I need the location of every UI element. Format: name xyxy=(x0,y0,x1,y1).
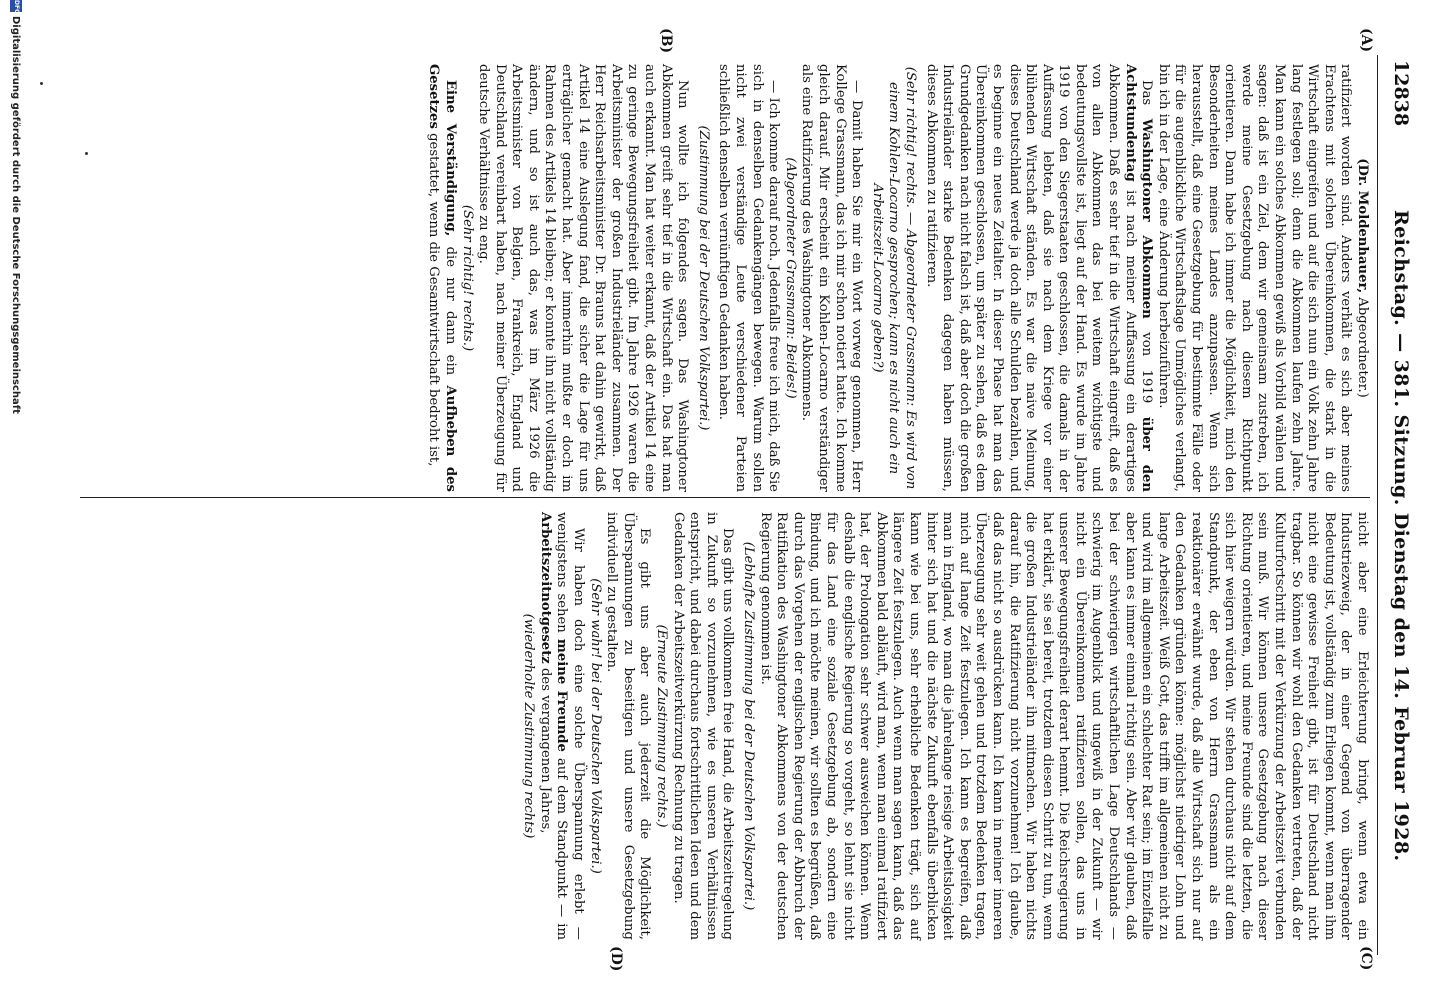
interjection: (wiederholte Zustimmung rechts) xyxy=(521,613,537,839)
bold-term: Eine Verständigung, xyxy=(442,80,458,237)
paragraph xyxy=(536,512,586,940)
interjection: (Sehr richtig! rechts. — Abgeordneter Grassmann: Es wird von einem Kohlen-Locarno gesprochen; kann es nicht auch ein Arbeitszeit-Locarno geben?) xyxy=(869,66,918,490)
interjection: (Erneute Zustimmung rechts.) xyxy=(654,624,670,828)
interjection: (Sehr wahr! bei der Deutschen Volkspartei.) xyxy=(587,578,603,874)
paragraph: Das gibt uns vollkommen freie Hand, die Arbeitszeitregelung in Zukunft so vorzunehmen, wie es unseren Verhältnissen entspricht, und dabei durchaus fortschrittlichen Ideen und dem Gedanken der Arbeitszeitverkürzung Rechnung zu tragen. xyxy=(670,512,736,940)
scan-speck xyxy=(85,152,88,155)
text-run: auf dem Standpunkt — im xyxy=(554,758,570,940)
dfg-logo-icon: DFG xyxy=(10,0,22,12)
text-run: ist nach meiner Auffassung ein derartiges Abkommen. Daß es sehr tief in die Wirtschaft eingreift, daß es von allen Abkommen das bei weitem wichtigste und bedeutungsvollste ist, liegt auf der Hand. Es wurde im Jahre 1919 von den Siegerstaaten geschlossen, die damals in der Auffassung lebten, daß sie nach dem Kriege vor einer blühenden Wirtschaft ständen. Es war die naive Meinung, dieses Deutschland werde ja doch alle Schulden bezahlen, und es beginne ein neues Zeitalter. In dieser Phase hat man das Übereinkommen geschlossen, um später zu sehen, daß es dem Grundgedanken nach nicht falsch ist, daß aber doch die großen Industrieländer starke Bedenken dagegen haben müssen, dieses Abkommen zu ratifizieren. xyxy=(923,64,1138,492)
interjection: (Zustimmung bei der Deutschen Volkspartei.) xyxy=(695,125,711,431)
right-column xyxy=(520,512,1370,940)
page-number: 12838 xyxy=(1390,60,1412,127)
paragraph: ratifiziert worden sind. Anders verhält es sich aber meines Erachtens mit solchen Übereinkommen, die stark in die Wirtschaft eingreifen und auf die sich nun ein Volk zehn Jahre lang festlegen soll; denn die Abkommen laufen zehn Jahre. Man kann ein solches Abkommen gewiß als Vorbild wählen und sagen: daß ist ein Ziel, dem wir gemeinsam zustreben, ich werde meine Gesetzgebung nach diesem Richtpunkt orientieren. Dann habe ich immer die Möglichkeit, mich den Besonderheiten meines Landes anzupassen. Wenn sich herausstellt, daß eine Gesetzgebung für bestimmte Fälle oder für die augenblickliche Wirtschaftslage Unmögliches verlangt, bin ich in der Lage, eine Änderung herbeizuführen. xyxy=(1155,64,1354,492)
bold-term: über den Achtstundentag xyxy=(1122,64,1155,492)
column-divider xyxy=(80,497,1370,498)
digitization-footer xyxy=(4,0,24,1000)
paragraph: nicht aber eine Erleichterung bringt, wenn etwa ein Industriezweig, der in einer Gegend von überragender Bedeutung ist, vollständig zum Erliegen kommt, wenn man ihm nicht eine gewisse Freiheit gibt, ist für Deutschland nicht tragbar. So können wir wohl den Gedanken vertreten, daß der Kulturfortschritt mit der Verkürzung der Arbeitszeit verbunden sein muß. Wir können unsere Gesetzgebung nach dieser Richtung orientieren, und meine Freunde sind die letzten, die sich hier weigern würden. Wir stehen durchaus nicht auf dem Standpunkt, der eben von Herrn Grassmann als ein reaktionärer erwähnt wurde, daß alle Wirtschaft sich nur auf den Gedanken gründen könne: möglichst niedriger Lohn und lange Arbeitszeit. Weiß Gott, das trifft im allgemeinen nicht zu und wird im allgemeinen ein schlechter Rat sein; im Einzelfalle aber kann es immer einmal richtig sein. Aber wir glauben, daß bei der schwierigen wirtschaftlichen Lage Deutschlands — schwierig im Augenblick und ungewiß in der Zukunft — wir nicht ein Übereinkommen ratifizieren sollen, das uns in unserer Bewegungsfreiheit derart hemmt. Die Reichsregierung hat erklärt, sie sei bereit, trotzdem diesen Schritt zu tun, wenn die großen Industrieländer ihn mitmachen. Wir haben nichts darauf hin, die Ratifizierung nicht vorzunehmen! Ich glaube, daß das nicht so ausdrücken kann. Ich kann in meiner inneren Überzeugung sehr weit gehen und trotzdem Bedenken tragen, mich auf lange Zeit festzulegen. Ich kann es begreifen, daß man in England, wo man die jahrelange riesige Arbeitslosigkeit hinter sich hat und die nächste Zukunft ebenfalls überblicken kann wie bei uns, sehr erhebliche Bedenken trägt, sich auf längere Zeit festzulegen. Auch wenn man sagen kann, daß das Abkommen bald abläuft, wird man, wenn man einmal ratifiziert hat, der Prolongation sehr schwer ausweichen können. Wenn deshalb die englische Regierung so vorgeht, so lehnt sie nicht für das Land eine soziale Gesetzgebung ab, sondern eine Bindung, und ich möchte meinen, wir sollten es begrüßen, daß durch das Vorgehen der englischen Regierung der Abbruch der Ratifikation des Washingtoner Abkommens von der deutschen Regierung genommen ist. xyxy=(757,512,1370,940)
paragraph: — Damit haben Sie mir ein Wort vorweg genommen, Herr Kollege Grassmann, das ich mir schon notiert hatte. Ich komme gleich darauf. Mir erscheint ein Kohlen-Locarno verständiger als eine Ratifizierung des Washingtoner Abkommens. xyxy=(799,64,865,492)
left-column xyxy=(425,64,1370,492)
text-run: gestattet, wenn die Gesamtwirtschaft bedroht ist, xyxy=(426,133,442,467)
speaker-name: (Dr. Moldenhauer, xyxy=(1355,158,1370,294)
text-run: des vergangenen Jahres, xyxy=(537,667,553,834)
text-run: die nur dann ein xyxy=(442,246,458,376)
paragraph xyxy=(922,64,1154,492)
text-run: von 1919 xyxy=(1139,332,1155,404)
bold-term: Aufheben des Gesetzes xyxy=(426,64,458,492)
speaker-line xyxy=(1353,64,1370,492)
bold-term: Arbeitszeitnotgesetz xyxy=(537,512,553,664)
paragraph: Es gibt uns aber auch jederzeit die Möglichkeit, Überspannungen zu beseitigen und unsere Gesetzgebung individuell zu gestalten. xyxy=(604,512,653,940)
text-run: Das xyxy=(1139,80,1155,106)
page-header xyxy=(1382,60,1412,940)
interjection: (Sehr richtig! rechts.) xyxy=(459,204,475,352)
bold-term: meine Freunde xyxy=(554,638,570,752)
margin-mark-a: (A) xyxy=(1358,28,1374,53)
paragraph xyxy=(425,64,458,492)
interjection: (Lebhafte Zustimmung bei der Deutschen Volkspartei.) xyxy=(741,541,757,911)
text-run: Wir haben doch eine solche Überspannung erlebt — wenigstens sehen xyxy=(554,512,587,940)
margin-mark-b: (B) xyxy=(658,28,674,54)
footer-credit: Digitalisierung gefördert durch die Deutsche Forschungsgemeinschaft xyxy=(10,16,21,414)
paragraph: Nun wollte ich folgendes sagen. Das Washingtoner Abkommen greift sehr tief in die Wirtschaft ein. Das hat man auch erkannt. Man hat weiter erkannt, daß der Artikel 14 eine zu geringe Bewegungsfreiheit gibt. Im Jahre 1926 waren die Arbeitsminister der großen Industrieländer zusammen. Der Herr Reichsarbeitsminister Dr. Brauns hat dahin gewirkt, daß Artikel 14 eine Auslegung fand, die sicher die Lage für uns erträglicher gemacht hat. Aber immerhin mußte er doch im Rahmen des Artikels 14 bleiben; er konnte ihn nicht vollständig ändern, und so ist auch das, was im März 1926 die Arbeitsminister von Belgien, Frankreich, England und Deutschland vereinbart haben, nach meiner Überzeugung für deutsche Verhältnisse zu eng. xyxy=(476,64,691,492)
paragraph: — Ich komme darauf noch. Jedenfalls freue ich mich, daß Sie sich in denselben Gedankengängen bewegen. Warum sollen nicht zwei verständige Leute verschiedener Parteien schließlich denselben vernünftigen Gedanken haben. xyxy=(716,64,782,492)
margin-mark-c: (C) xyxy=(1358,946,1374,971)
bold-term: Washingtoner Abkommen xyxy=(1139,118,1155,319)
running-title: Reichstag. — 381. Sitzung. Dienstag den 14. Februar 1928. xyxy=(1390,210,1412,862)
interjection: (Abgeordneter Grassmann: Beides!) xyxy=(782,157,798,399)
scan-speck xyxy=(40,82,43,85)
speaker-role: Abgeordneter.) xyxy=(1355,297,1370,398)
margin-mark-d: (D) xyxy=(608,946,624,972)
header-rule xyxy=(1377,55,1378,955)
